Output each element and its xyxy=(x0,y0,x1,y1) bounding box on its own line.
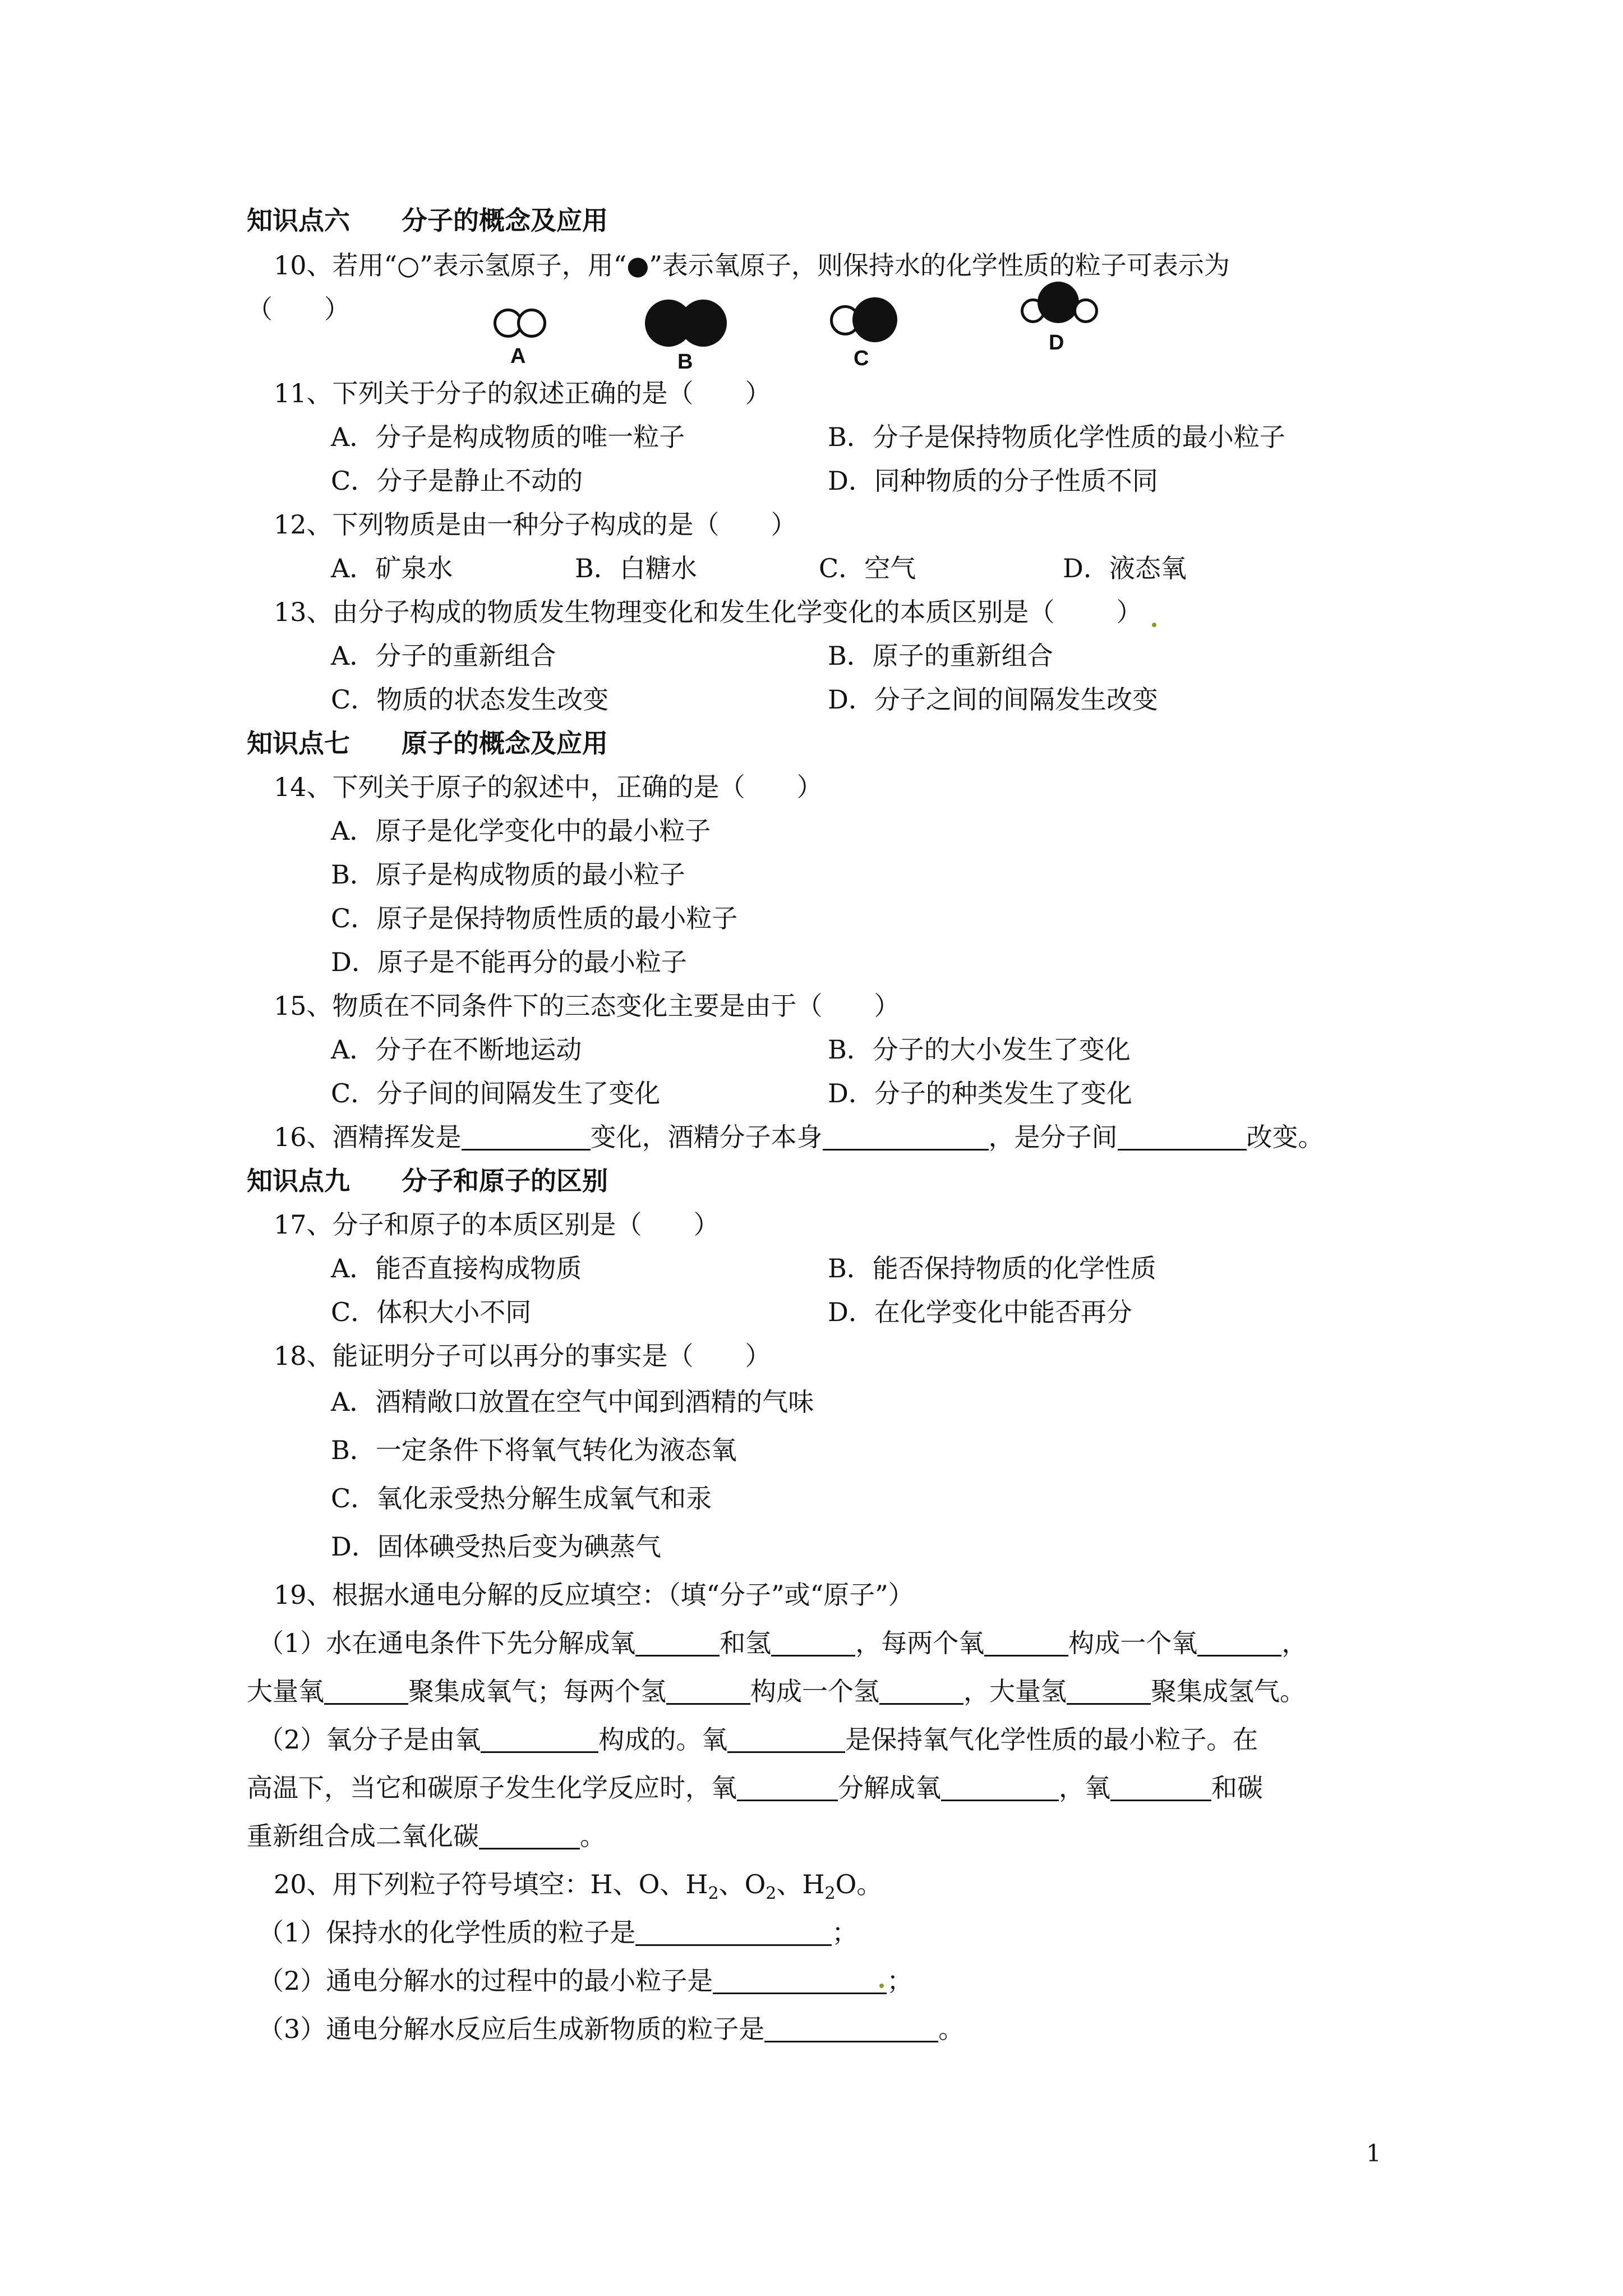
q12-option-c: C．空气 xyxy=(819,553,916,583)
q14-option-d: D．原子是不能再分的最小粒子 xyxy=(331,947,687,977)
q19-text: 重新组合成二氧化碳 xyxy=(247,1821,479,1851)
q19-line-4 xyxy=(247,1770,1263,1805)
q13-stem xyxy=(274,595,1142,629)
q14-stem: 14、下列关于原子的叙述中，正确的是（ ） xyxy=(274,772,823,802)
q20-text: 、H xyxy=(776,1869,825,1899)
q20-text: （3）通电分解水反应后生成新物质的粒子是 xyxy=(258,2014,765,2044)
answer-blank[interactable] xyxy=(984,1627,1068,1657)
q19-text: 是保持氧气化学性质的最小粒子。在 xyxy=(845,1724,1258,1755)
answer-blank[interactable] xyxy=(666,1675,750,1705)
q15-option-d: D．分子的种类发生了变化 xyxy=(828,1078,1132,1108)
q11-option-d: D．同种物质的分子性质不同 xyxy=(828,466,1158,496)
hydrogen-atom-icon xyxy=(517,309,546,338)
answer-blank[interactable] xyxy=(879,1675,963,1705)
q13-option-d: D．分子之间的间隔发生改变 xyxy=(828,684,1158,715)
section-heading-9: 知识点九 分子和原子的区别 xyxy=(247,1166,608,1196)
q15-stem: 15、物质在不同条件下的三态变化主要是由于（ ） xyxy=(274,991,900,1021)
oxygen-atom-icon xyxy=(680,300,727,347)
q19-text: 构成的。氧 xyxy=(598,1724,728,1755)
q19-text: 高温下，当它和碳原子发生化学反应时，氧 xyxy=(247,1773,737,1803)
q20-text: 。 xyxy=(938,2014,965,2044)
q20-text: ； xyxy=(887,1966,913,1996)
q12-option-b: B．白糖水 xyxy=(575,553,697,583)
q14-option-b: B．原子是构成物质的最小粒子 xyxy=(331,859,685,890)
q19-text: 和氢 xyxy=(720,1628,772,1658)
section-heading-6: 知识点六 分子的概念及应用 xyxy=(247,205,608,236)
answer-blank[interactable] xyxy=(727,1723,845,1753)
answer-blank[interactable] xyxy=(764,2013,938,2042)
q13-option-b: B．原子的重新组合 xyxy=(828,641,1053,671)
q20-text: （2）通电分解水的过程中的最小粒子是 xyxy=(258,1966,713,1996)
q20-part-1 xyxy=(258,1915,857,1950)
q16-text: ，是分子间 xyxy=(988,1122,1118,1152)
q10-option-d-label: D xyxy=(1049,331,1064,355)
q20-text: O。 xyxy=(835,1869,883,1899)
answer-blank[interactable] xyxy=(635,1916,832,1946)
answer-blank[interactable] xyxy=(941,1772,1059,1801)
q17-option-c: C．体积大小不同 xyxy=(331,1297,532,1327)
subscript: 2 xyxy=(766,1884,777,1903)
q19-text: ，氧 xyxy=(1059,1773,1110,1803)
q10-option-a-label: A xyxy=(510,344,526,368)
answer-blank[interactable] xyxy=(462,1121,591,1151)
q19-text: （1）水在通电条件下先分解成氧 xyxy=(258,1628,636,1658)
q12-option-d: D．液态氧 xyxy=(1063,553,1187,583)
q18-option-a: A．酒精敞口放置在空气中闻到酒精的气味 xyxy=(331,1387,814,1417)
q13-option-c: C．物质的状态发生改变 xyxy=(331,684,609,715)
q15-option-c: C．分子间的间隔发生了变化 xyxy=(331,1078,661,1108)
q20-text: 、O xyxy=(718,1869,766,1899)
q19-line-1 xyxy=(258,1626,1307,1660)
q17-stem: 17、分子和原子的本质区别是（ ） xyxy=(274,1209,720,1240)
q12-stem: 12、下列物质是由一种分子构成的是（ ） xyxy=(274,509,797,540)
answer-blank[interactable] xyxy=(737,1772,838,1801)
q11-option-b: B．分子是保持物质化学性质的最小粒子 xyxy=(828,422,1285,452)
q15-option-b: B．分子的大小发生了变化 xyxy=(828,1034,1131,1065)
oxygen-atom-icon xyxy=(852,297,897,342)
q18-option-b: B．一定条件下将氧气转化为液态氧 xyxy=(331,1435,737,1465)
q19-text: ， xyxy=(1281,1628,1308,1658)
q13-option-a: A．分子的重新组合 xyxy=(331,641,556,671)
q18-option-c: C．氧化汞受热分解生成氧气和汞 xyxy=(331,1483,712,1513)
q11-option-a: A．分子是构成物质的唯一粒子 xyxy=(331,422,685,452)
q19-text: 构成一个氢 xyxy=(750,1676,879,1706)
q14-option-a: A．原子是化学变化中的最小粒子 xyxy=(331,816,711,846)
q19-text: 分解成氧 xyxy=(838,1773,941,1803)
answer-blank[interactable] xyxy=(713,1964,887,1994)
q19-text: （2）氧分子是由氧 xyxy=(258,1724,481,1755)
answer-blank[interactable] xyxy=(823,1121,989,1151)
answer-blank[interactable] xyxy=(481,1723,598,1753)
answer-blank[interactable] xyxy=(324,1675,408,1705)
answer-blank[interactable] xyxy=(635,1627,720,1657)
q15-option-a: A．分子在不断地运动 xyxy=(331,1034,582,1065)
q20-text: （1）保持水的化学性质的粒子是 xyxy=(258,1917,636,1948)
q10-answer-paren: （ ） xyxy=(247,294,350,324)
subscript: 2 xyxy=(824,1884,836,1903)
q20-part-2 xyxy=(258,1963,912,1998)
answer-blank[interactable] xyxy=(771,1627,855,1657)
q14-option-c: C．原子是保持物质性质的最小粒子 xyxy=(331,903,738,933)
q16-text: 变化，酒精分子本身 xyxy=(590,1122,823,1152)
q19-text: 和碳 xyxy=(1211,1773,1263,1803)
oxygen-atom-icon xyxy=(1038,282,1079,323)
q20-text: 20、用下列粒子符号填空：H、O、H xyxy=(274,1869,708,1899)
answer-blank[interactable] xyxy=(1197,1627,1281,1657)
q19-text: 聚集成氢气。 xyxy=(1151,1676,1306,1706)
stray-mark xyxy=(1152,623,1156,627)
q18-option-d: D．固体碘受热后变为碘蒸气 xyxy=(331,1531,661,1562)
answer-blank[interactable] xyxy=(1118,1121,1247,1151)
q10-option-c-label: C xyxy=(854,347,869,370)
q20-stem xyxy=(274,1867,882,1902)
q19-line-2 xyxy=(247,1674,1306,1709)
q17-option-d: D．在化学变化中能否再分 xyxy=(828,1297,1132,1327)
q12-option-a: A．矿泉水 xyxy=(331,553,453,583)
q10-option-b-label: B xyxy=(677,350,693,374)
stray-mark xyxy=(879,1984,884,1988)
answer-blank[interactable] xyxy=(1067,1675,1151,1705)
q19-line-3 xyxy=(258,1722,1258,1757)
q19-stem: 19、根据水通电分解的反应填空：（填“分子”或“原子”） xyxy=(274,1580,914,1610)
answer-blank[interactable] xyxy=(1110,1772,1211,1801)
q18-stem: 18、能证明分子可以再分的事实是（ ） xyxy=(274,1341,771,1371)
q16-fill-blank xyxy=(274,1120,1324,1154)
q13-stem-close: ） xyxy=(1116,597,1142,627)
q19-text: 。 xyxy=(580,1821,606,1851)
q11-stem: 11、下列关于分子的叙述正确的是（ ） xyxy=(274,378,771,408)
q19-text: 聚集成氧气；每两个氢 xyxy=(408,1676,666,1706)
q19-text: ，每两个氧 xyxy=(855,1628,985,1658)
answer-blank[interactable] xyxy=(479,1820,580,1849)
q17-option-a: A．能否直接构成物质 xyxy=(331,1253,582,1283)
q11-option-c: C．分子是静止不动的 xyxy=(331,466,583,496)
q20-part-3 xyxy=(258,2012,964,2046)
q19-text: 构成一个氧 xyxy=(1068,1628,1198,1658)
q19-line-5 xyxy=(247,1819,606,1853)
hydrogen-atom-icon xyxy=(1073,298,1098,323)
page-number: 1 xyxy=(1366,2139,1381,2167)
q20-text: ； xyxy=(832,1917,858,1948)
q13-stem-text: 13、由分子构成的物质发生物理变化和发生化学变化的本质区别是（ xyxy=(274,597,1055,627)
q16-text: 改变。 xyxy=(1246,1122,1324,1152)
section-heading-7: 知识点七 原子的概念及应用 xyxy=(247,728,608,758)
q19-text: ，大量氢 xyxy=(963,1676,1067,1706)
q19-text: 大量氧 xyxy=(247,1676,324,1706)
q10-stem: 10、若用“○”表示氢原子，用“●”表示氧原子，则保持水的化学性质的粒子可表示为 xyxy=(274,250,1230,280)
subscript: 2 xyxy=(708,1884,719,1903)
q16-text: 16、酒精挥发是 xyxy=(274,1122,462,1152)
q17-option-b: B．能否保持物质的化学性质 xyxy=(828,1253,1156,1283)
